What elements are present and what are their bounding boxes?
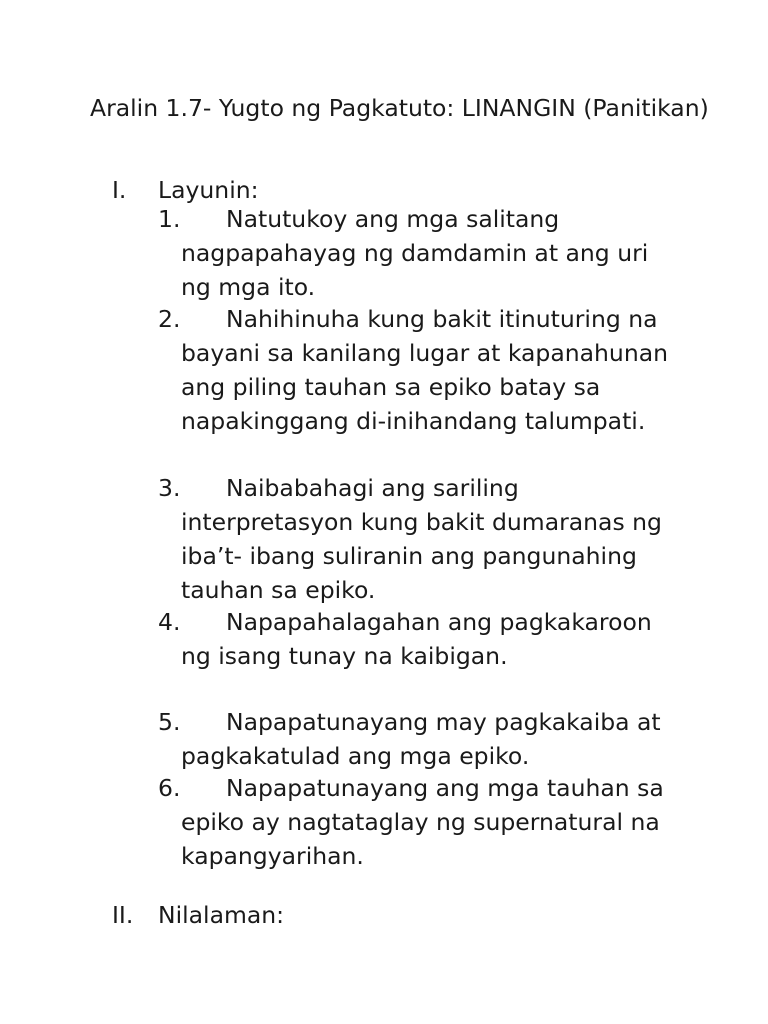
objective-number: 4. (158, 608, 181, 636)
objective-text: Natutukoy ang mga salitang nagpapahayag ng damdamin at ang uri ng mga ito. (181, 205, 649, 301)
section-title: Nilalaman: (158, 901, 285, 929)
objective-text: Napapahalagahan ang pagkakaroon ng isang tunay na kaibigan. (181, 608, 652, 670)
section-numeral: II. (112, 901, 134, 929)
objective-number: 3. (158, 474, 181, 502)
objective-text: Napapatunayang ang mga tauhan sa epiko ay nagtataglay ng supernatural na kapangyarihan. (181, 774, 664, 870)
objective-item (158, 771, 668, 871)
section-heading (112, 898, 732, 932)
objective-item (158, 471, 668, 605)
objective-text: Napapatunayang may pagkakaiba at pagkakatulad ang mga epiko. (181, 708, 661, 770)
objective-text: Nahihinuha kung bakit itinuturing na bayani sa kanilang lugar at kapanahunan ang piling tauhan sa epiko batay sa napakinggang di-inihandang talumpati. (181, 305, 669, 435)
section-layunin (112, 173, 732, 870)
objectives-list (158, 202, 668, 871)
objective-item (158, 605, 668, 705)
section-numeral: I. (112, 176, 127, 204)
objective-item (158, 302, 668, 471)
section-nilalaman (112, 898, 732, 932)
objective-number: 1. (158, 205, 181, 233)
objective-text: Naibabahagi ang sariling interpretasyon kung bakit dumaranas ng iba’t- ibang suliranin ang pangunahing tauhan sa epiko. (181, 474, 662, 604)
objective-item (158, 202, 668, 302)
section-title: Layunin: (158, 176, 259, 204)
objective-number: 5. (158, 708, 181, 736)
objective-item (158, 705, 668, 771)
objective-number: 6. (158, 774, 181, 802)
lesson-title: Aralin 1.7- Yugto ng Pagkatuto: LINANGIN (Panitikan) (90, 94, 709, 122)
objective-number: 2. (158, 305, 181, 333)
